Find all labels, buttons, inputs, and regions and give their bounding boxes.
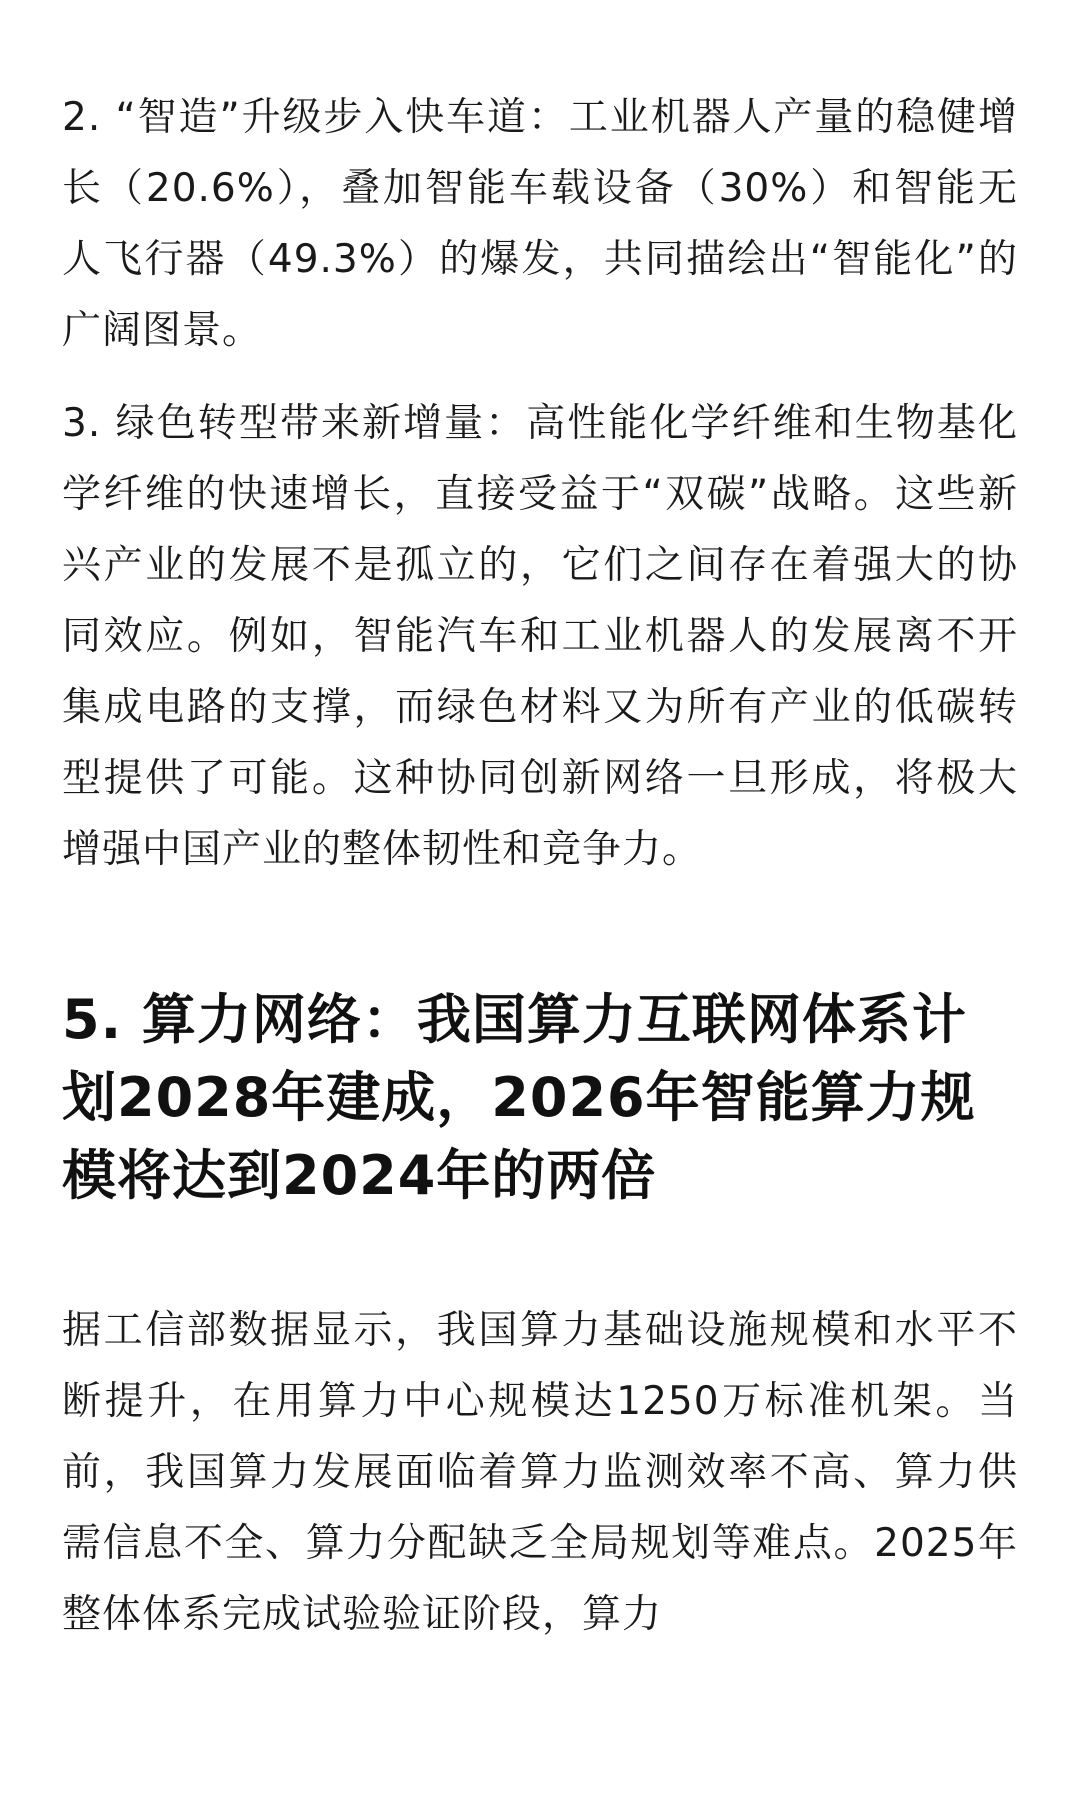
paragraph-computing-infrastructure: 据工信部数据显示，我国算力基础设施规模和水平不断提升，在用算力中心规模达1250万标准机架。当前，我国算力发展面临着算力监测效率不高、算力供需信息不全、算力分配缺乏全局规划等难点。2025年整体体系完成试验验证阶段，算力 bbox=[62, 1308, 1018, 1637]
paragraph-green-transition: 3. 绿色转型带来新增量：高性能化学纤维和生物基化学纤维的快速增长，直接受益于“双碳”战略。这些新兴产业的发展不是孤立的，它们之间存在着强大的协同效应。例如，智能汽车和工业机器人的发展离不开集成电路的支撑，而绿色材料又为所有产业的低碳转型提供了可能。这种协同创新网络一旦形成，将极大增强中国产业的整体韧性和竞争力。 bbox=[62, 401, 1018, 872]
section-heading-computing-network: 5. 算力网络：我国算力互联网体系计划2028年建成，2026年智能算力规模将达到2024年的两倍 bbox=[62, 988, 976, 1207]
paragraph-smart-manufacturing: 2. “智造”升级步入快车道：工业机器人产量的稳健增长（20.6%），叠加智能车载设备（30%）和智能无人飞行器（49.3%）的爆发，共同描绘出“智能化”的广阔图景。 bbox=[62, 95, 1018, 353]
